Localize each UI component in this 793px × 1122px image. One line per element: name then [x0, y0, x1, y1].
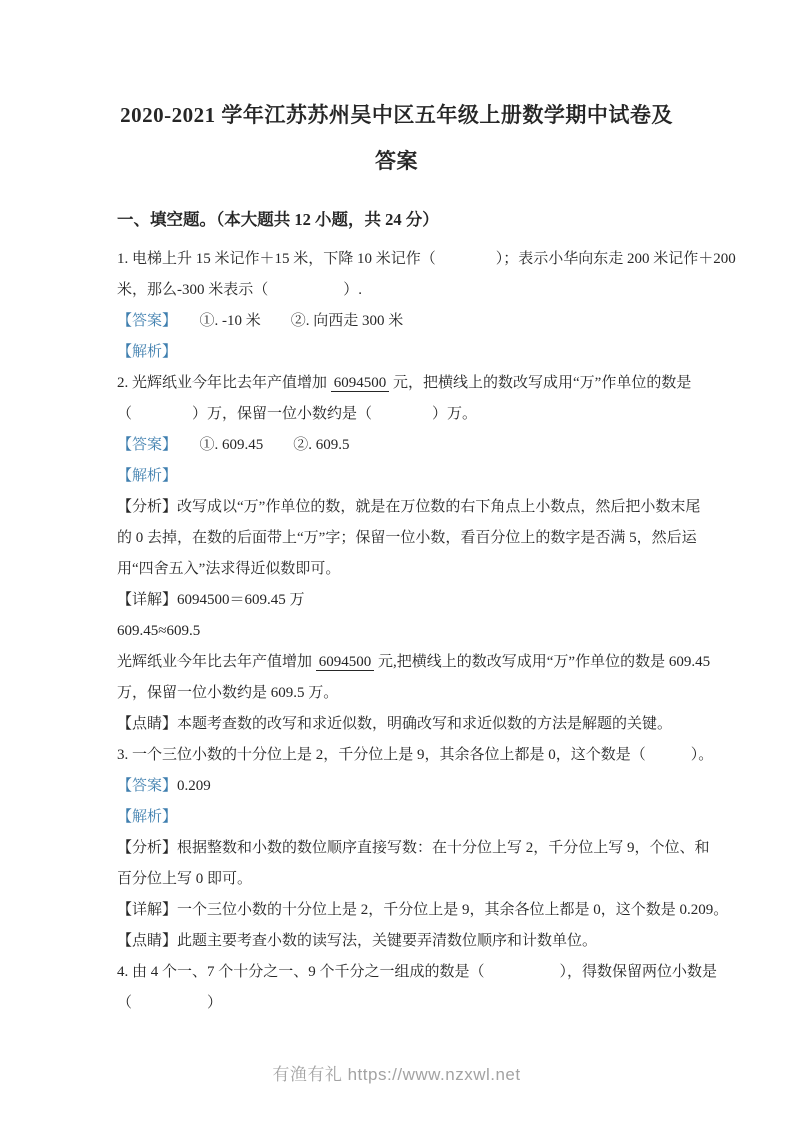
footer-watermark: 有渔有礼 https://www.nzxwl.net [272, 1065, 521, 1084]
text-run: （ ） [117, 995, 223, 1011]
text-run: 【分析】根据整数和小数的数位顺序直接写数：在十分位上写 2，千分位上写 9，个位、和 [117, 840, 710, 856]
text-line [117, 926, 737, 957]
text-run: 元,把横线上的数改写成用“万”作单位的数是 609.45 [374, 654, 711, 670]
text-line [117, 771, 737, 802]
text-line [117, 833, 737, 864]
text-line [117, 399, 737, 430]
text-run: 米，那么-300 米表示（ ）. [117, 282, 362, 298]
text-run: 光辉纸业今年比去年产值增加 [117, 654, 316, 670]
section-heading: 一、填空题。（本大题共 12 小题，共 24 分） [117, 210, 439, 229]
text-run: 3. 一个三位小数的十分位上是 2，千分位上是 9，其余各位上都是 0，这个数是（ ）。 [117, 747, 714, 763]
document-title [0, 92, 793, 184]
underlined-number: 6094500 [316, 654, 375, 671]
text-run: 百分位上写 0 即可。 [117, 871, 253, 887]
text-line [117, 740, 737, 771]
answer-label-tag: 【答案】 [117, 778, 178, 794]
text-run: 609.45≈609.5 [117, 623, 201, 639]
text-line [117, 864, 737, 895]
text-run: 【详解】一个三位小数的十分位上是 2，千分位上是 9，其余各位上都是 0，这个数是 0.209。 [117, 902, 729, 918]
text-line [117, 988, 737, 1019]
text-run: 用“四舍五入”法求得近似数即可。 [117, 561, 341, 577]
text-run: 的 0 去掉，在数的后面带上“万”字；保留一位小数，看百分位上的数字是否满 5，然后运 [117, 530, 697, 546]
text-run: ①. -10 米 ②. 向西走 300 米 [169, 313, 404, 329]
text-line [117, 585, 737, 616]
title-line-1: 2020-2021 学年江苏苏州吴中区五年级上册数学期中试卷及 [120, 103, 673, 127]
text-run: 4. 由 4 个一、7 个十分之一、9 个千分之一组成的数是（ ），得数保留两位小数是 [117, 964, 718, 980]
exam-content [117, 244, 737, 1019]
answer-label-tag: 【答案】 [117, 437, 170, 453]
text-line [117, 430, 737, 461]
text-line [117, 306, 737, 337]
underlined-number: 6094500 [331, 375, 390, 392]
text-line [117, 461, 737, 492]
text-line [117, 492, 737, 523]
text-run: 【详解】6094500＝609.45 万 [117, 592, 305, 608]
text-run: ①. 609.45 ②. 609.5 [169, 437, 350, 453]
text-line [117, 337, 737, 368]
text-line [117, 244, 737, 275]
answer-label-tag: 【解析】 [117, 809, 178, 825]
text-run: 万，保留一位小数约是 609.5 万。 [117, 685, 339, 701]
answer-label-tag: 【解析】 [117, 468, 178, 484]
text-run: 0.209 [177, 778, 211, 794]
title-line-2: 答案 [375, 149, 418, 173]
text-line [117, 523, 737, 554]
text-line [117, 802, 737, 833]
text-line [117, 554, 737, 585]
text-line [117, 275, 737, 306]
text-line [117, 957, 737, 988]
text-run: 1. 电梯上升 15 米记作＋15 米，下降 10 米记作（ ）；表示小华向东走 200 米记作＋200 [117, 251, 736, 267]
text-run: 元，把横线上的数改写成用“万”作单位的数是 [389, 375, 692, 391]
text-line [117, 647, 737, 678]
text-run: 【分析】改写成以“万”作单位的数，就是在万位数的右下角点上小数点，然后把小数末尾 [117, 499, 701, 515]
text-line [117, 678, 737, 709]
answer-label-tag: 【答案】 [117, 313, 170, 329]
text-run: 【点睛】此题主要考查小数的读写法，关键要弄清数位顺序和计数单位。 [117, 933, 598, 949]
text-line [117, 895, 737, 926]
text-line [117, 709, 737, 740]
text-line [117, 616, 737, 647]
text-run: 2. 光辉纸业今年比去年产值增加 [117, 375, 331, 391]
text-run: 【点睛】本题考查数的改写和求近似数，明确改写和求近似数的方法是解题的关键。 [117, 716, 673, 732]
text-run: （ ）万，保留一位小数约是（ ）万。 [117, 406, 478, 422]
text-line [117, 368, 737, 399]
answer-label-tag: 【解析】 [117, 344, 178, 360]
